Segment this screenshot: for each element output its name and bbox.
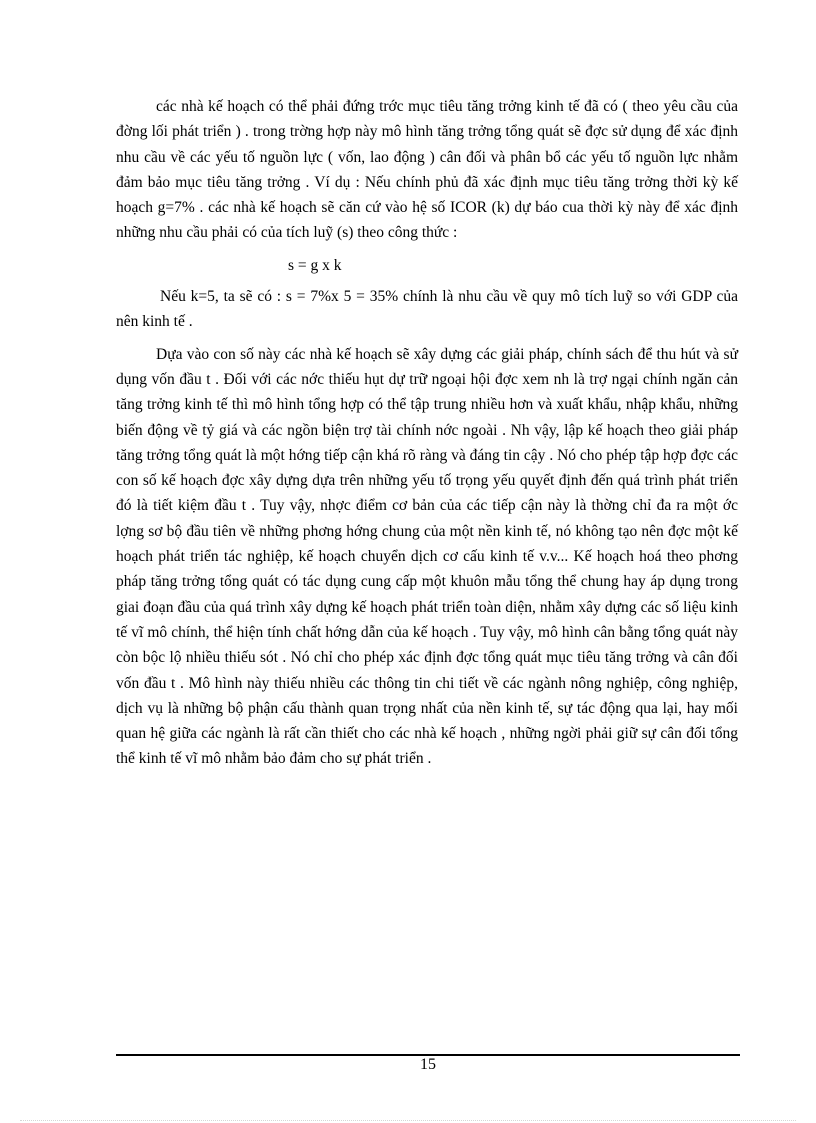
formula-savings: s = g x k bbox=[288, 256, 342, 274]
page-bottom-edge bbox=[20, 1120, 796, 1121]
paragraph-icor-example: Nếu k=5, ta sẽ có : s = 7%x 5 = 35% chính là nhu cầu về quy mô tích luỹ so với GDP của nên kinh tế . bbox=[116, 288, 738, 331]
paragraph-growth-targets: các nhà kế hoạch có thể phải đứng trớc mục tiêu tăng trởng kinh tế đã có ( theo yêu cầu của đờng lối phát triển ) . trong trờng hợp này mô hình tăng trởng tổng quát sẽ đợc sử dụng để xác định nhu cầu về các yếu tố nguồn lực ( vốn, lao động ) cân đối và phân bổ các yếu tố nguồn lực nhằm đảm bảo mục tiêu tăng trởng . Ví dụ : Nếu chính phủ đã xác định mục tiêu tăng trởng thời kỳ kế hoạch g=7% . các nhà kế hoạch sẽ căn cứ vào hệ số ICOR (k) dự báo cua thời kỳ này để xác định những nhu cầu phải có của tích luỹ (s) theo công thức : bbox=[116, 98, 738, 242]
document-body bbox=[116, 94, 738, 772]
page-number: 15 bbox=[420, 1056, 436, 1073]
paragraph-policy-solutions: Dựa vào con số này các nhà kế hoạch sẽ xây dựng các giải pháp, chính sách để thu hút và sử dụng vốn đầu t . Đối với các nớc thiếu hụt dự trữ ngoại hội đợc xem nh là trợ ngại chính ngăn cản tăng trởng kinh tế thì mô hình tổng hợp có thể tập trung nhiều hơn và xuất khẩu, nhập khẩu, những biến động về tỷ giá và các ngồn biện trợ tài chính nớc ngoài . Nh vậy, lập kế hoạch theo giải pháp tăng trởng tổng quát là một hớng tiếp cận khá rõ ràng và đáng tin cậy . Nó cho phép tập hợp đợc các con số kế hoạch đợc xây dựng dựa trên những yếu tố trọng yếu quyết định đến quá trình phát triển đó là tiết kiệm đầu t . Tuy vậy, nhợc điểm cơ bản của các tiếp cận này là thờng chỉ đa ra một ớc lợng sơ bộ đầu tiên về những phơng hớng chung của một nền kinh tế, nó không tạo nên đợc một kế hoạch phát triển tác nghiệp, kế hoạch chuyển dịch cơ cấu kinh tế v.v... Kế hoạch hoá theo phơng pháp tăng trởng tổng quát có tác dụng cung cấp một khuôn mẫu tổng thể chung hay áp dụng trong giai đoạn đầu của quá trình xây dựng kế hoạch phát triển toàn diện, nhằm xây dựng các số liệu kinh tế vĩ mô chính, thể hiện tính chất hớng dẫn của kế hoạch . Tuy vậy, mô hình cân bằng tổng quát này còn bộc lộ nhiều thiếu sót . Nó chỉ cho phép xác định đợc tổng quát mục tiêu tăng trởng và cân đối vốn đầu t . Mô hình này thiếu nhiều các thông tin chi tiết về các ngành nông nghiệp, công nghiệp, dịch vụ là những bộ phận cấu thành quan trọng nhất của nền kinh tế, sự tác động qua lại, hay mối quan hệ giữa các ngành là rất cần thiết cho các nhà kế hoạch , những ngời phải giữ sự cân đối tổng thể kinh tế vĩ mô nhằm bảo đảm cho sự phát triển . bbox=[116, 345, 738, 768]
